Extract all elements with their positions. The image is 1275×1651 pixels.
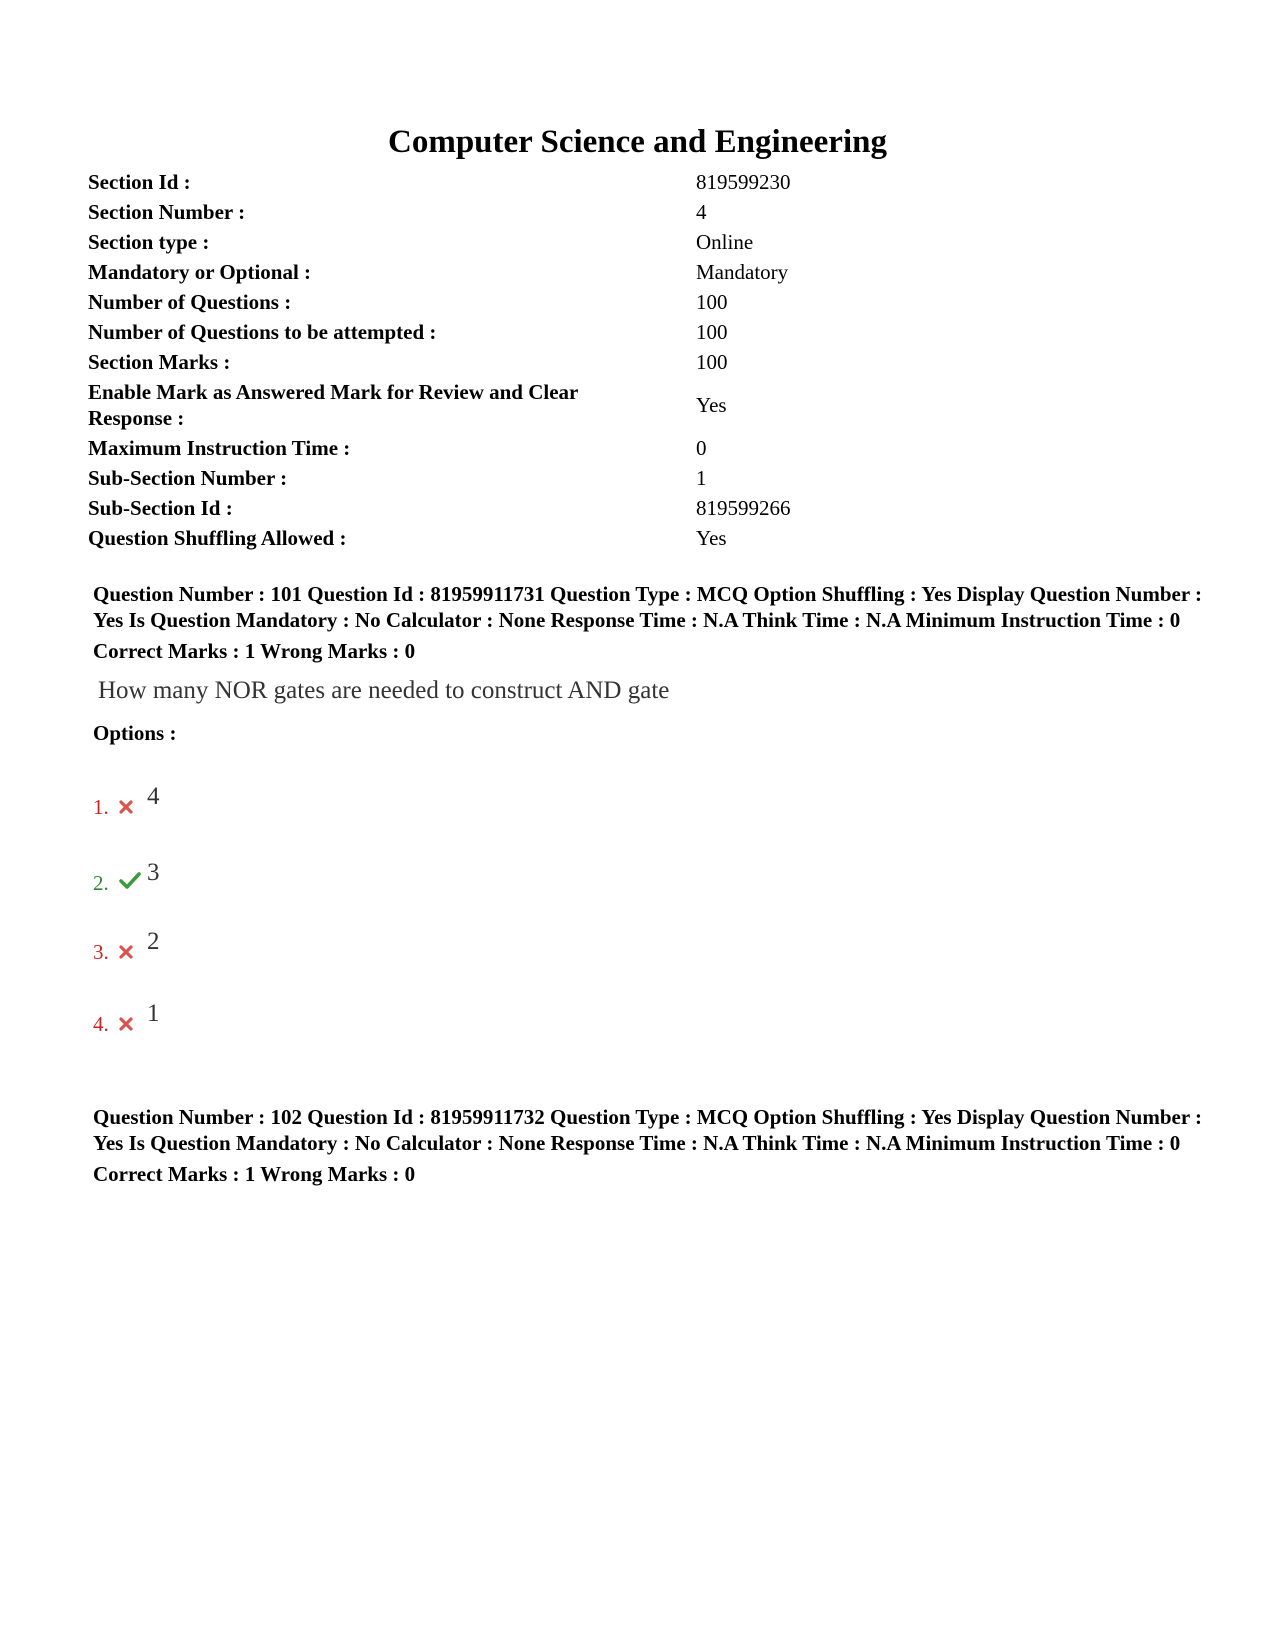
section-info-table [88, 169, 1208, 555]
info-row-mandatory [88, 259, 1208, 285]
info-label: Enable Mark as Answered Mark for Review and Clear Response : [88, 380, 578, 430]
option-value: 2 [147, 928, 160, 955]
info-row-shuffling [88, 525, 1208, 551]
option-4 [93, 1000, 160, 1037]
option-2 [93, 859, 160, 896]
info-value: 4 [696, 200, 707, 224]
info-row-enable-mark [88, 379, 1208, 431]
cross-icon [117, 1011, 147, 1037]
info-label: Question Shuffling Allowed : [88, 526, 347, 550]
info-value: 100 [696, 290, 728, 314]
info-value: Yes [696, 526, 727, 550]
info-row-subsection-number [88, 465, 1208, 491]
info-label: Section type : [88, 230, 210, 254]
info-label: Sub-Section Id : [88, 496, 233, 520]
option-number: 1. [93, 795, 109, 819]
info-value: 100 [696, 350, 728, 374]
info-value: Online [696, 230, 754, 254]
info-row-section-type [88, 229, 1208, 255]
page-title: Computer Science and Engineering [388, 124, 887, 160]
info-row-section-marks [88, 349, 1208, 375]
cross-icon [117, 939, 147, 965]
option-number: 2. [93, 871, 109, 895]
info-label: Section Number : [88, 200, 246, 224]
info-value: 1 [696, 466, 707, 490]
info-row-section-id [88, 169, 1208, 195]
question-marks: Correct Marks : 1 Wrong Marks : 0 [93, 1162, 416, 1186]
info-value: 100 [696, 320, 728, 344]
info-label: Section Marks : [88, 350, 231, 374]
question-block-101 [93, 581, 1203, 746]
question-block-102 [93, 1104, 1203, 1187]
info-row-subsection-id [88, 495, 1208, 521]
info-label: Sub-Section Number : [88, 466, 288, 490]
info-value: 0 [696, 436, 707, 460]
check-icon [117, 870, 147, 896]
info-label: Number of Questions to be attempted : [88, 320, 437, 344]
question-marks: Correct Marks : 1 Wrong Marks : 0 [93, 639, 416, 663]
option-3 [93, 928, 160, 965]
option-1 [93, 783, 160, 820]
info-row-section-number [88, 199, 1208, 225]
option-number: 4. [93, 1012, 109, 1036]
info-row-num-questions [88, 289, 1208, 315]
options-label: Options : [93, 721, 177, 745]
option-value: 1 [147, 1000, 160, 1027]
info-label: Maximum Instruction Time : [88, 436, 351, 460]
option-value: 3 [147, 859, 160, 886]
question-meta: Question Number : 101 Question Id : 81959911731 Question Type : MCQ Option Shuffling : Yes Display Question Number : Yes Is Question Mandatory : No Calculator : None Response Time : N.A Think Time : N.A Minimum Instruction Time : 0 [93, 582, 1203, 632]
question-text: How many NOR gates are needed to construct AND gate [98, 677, 670, 704]
question-meta: Question Number : 102 Question Id : 81959911732 Question Type : MCQ Option Shuffling : Yes Display Question Number : Yes Is Question Mandatory : No Calculator : None Response Time : N.A Think Time : N.A Minimum Instruction Time : 0 [93, 1105, 1203, 1155]
cross-icon [117, 794, 147, 820]
info-label: Mandatory or Optional : [88, 260, 312, 284]
option-value: 4 [147, 783, 160, 810]
info-value: 819599266 [696, 496, 791, 520]
info-value: Yes [696, 393, 727, 417]
info-row-num-attempt [88, 319, 1208, 345]
info-row-max-instruction [88, 435, 1208, 461]
info-value: 819599230 [696, 170, 791, 194]
info-value: Mandatory [696, 260, 789, 284]
info-label: Section Id : [88, 170, 191, 194]
info-label: Number of Questions : [88, 290, 292, 314]
option-number: 3. [93, 940, 109, 964]
